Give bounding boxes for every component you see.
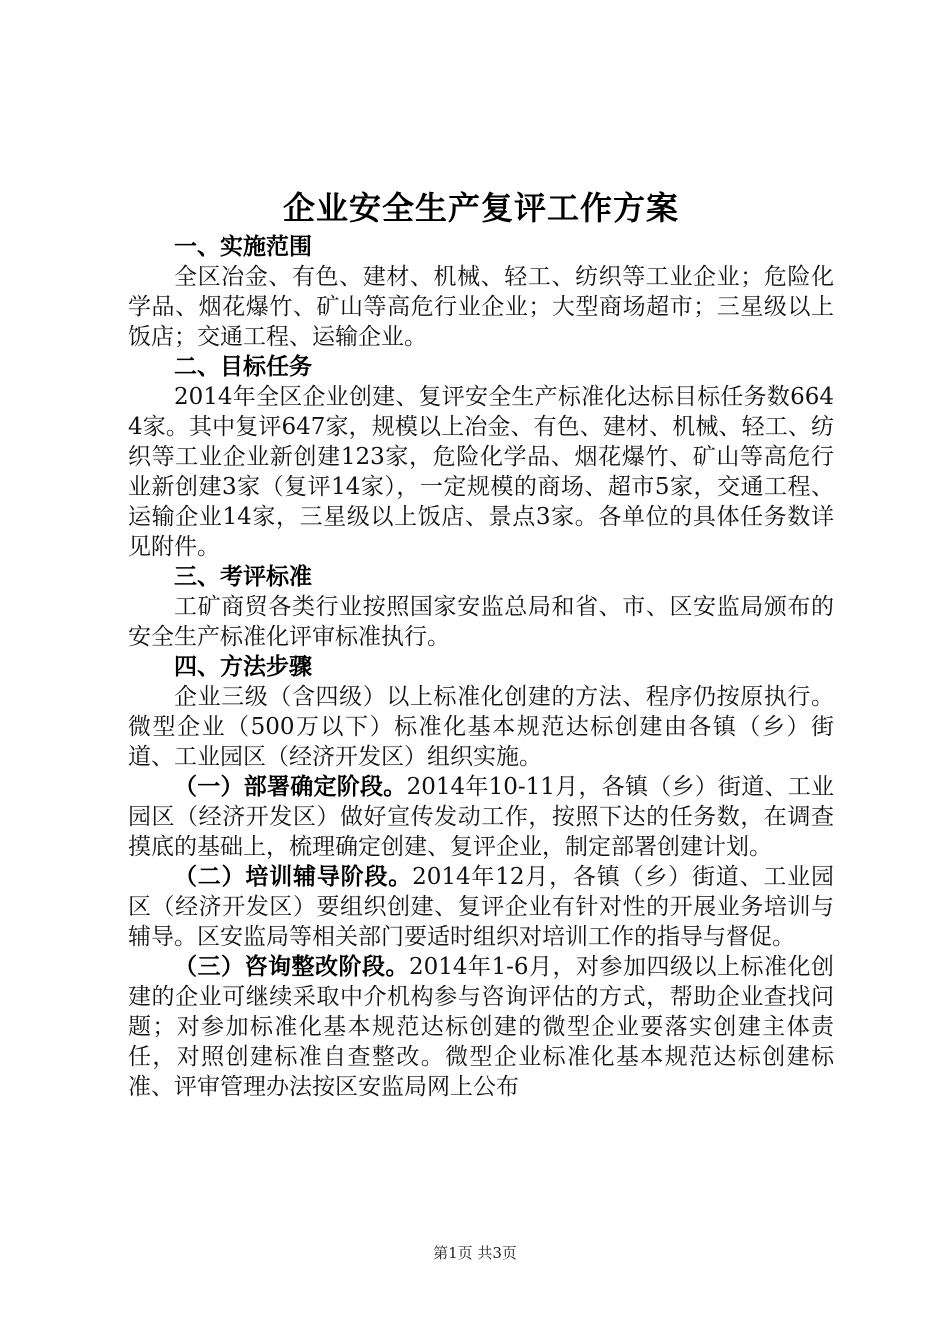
stage-text: 2014年12月，各镇（乡）街道、工业园区（经济开发区）要组织创建、复评企业有针对性的开展业务培训与辅导。区安监局等相关部门要适时组织对培训工作的指导与督促。 [128, 864, 834, 950]
stage-text: 2014年1-6月，对参加四级以上标准化创建的企业可继续采取中介机构参与咨询评估的方式，帮助企业查找问题；对参加标准化基本规范达标创建的微型企业要落实创建主体责任，对照创建标准自查整改。微型企业标准化基本规范达标创建标准、评审管理办法按区安监局网上公布 [128, 954, 834, 1100]
stage-label: （三）咨询整改阶段。 [174, 954, 409, 980]
stage-label: （一）部署确定阶段。 [174, 774, 407, 800]
stage-paragraph [128, 862, 834, 952]
section-heading-scope: 一、实施范围 [174, 234, 312, 260]
section-paragraph-targets: 2014年全区企业创建、复评安全生产标准化达标目标任务数6644家。其中复评647家，规模以上冶金、有色、建材、机械、轻工、纺织等工业企业新创建123家，危险化学品、烟花爆竹、矿山等高危行业新创建3家（复评14家），一定规模的商场、超市5家，交通工程、运输企业14家，三星级以上饭店、景点3家。各单位的具体任务数详见附件。 [128, 384, 834, 560]
stage-text: 2014年10-11月，各镇（乡）街道、工业园区（经济开发区）做好宣传发动工作，按照下达的任务数，在调查摸底的基础上，梳理确定创建、复评企业，制定部署创建计划。 [128, 774, 835, 860]
document-body [128, 186, 834, 1102]
section-heading-methods: 四、方法步骤 [174, 654, 312, 680]
section-paragraph-standards: 工矿商贸各类行业按照国家安监总局和省、市、区安监局颁布的安全生产标准化评审标准执行。 [128, 594, 834, 650]
page-footer: 第1页 共3页 [433, 1244, 517, 1262]
stage-paragraph [128, 772, 834, 862]
section-paragraph-scope: 全区冶金、有色、建材、机械、轻工、纺织等工业企业；危险化学品、烟花爆竹、矿山等高危行业企业；大型商场超市；三星级以上饭店；交通工程、运输企业。 [128, 264, 834, 350]
stage-paragraph [128, 952, 834, 1102]
document-title: 企业安全生产复评工作方案 [282, 189, 679, 227]
stage-label: （二）培训辅导阶段。 [174, 864, 413, 890]
section-heading-standards: 三、考评标准 [174, 564, 312, 590]
section-heading-targets: 二、目标任务 [174, 354, 312, 380]
section-paragraph-methods: 企业三级（含四级）以上标准化创建的方法、程序仍按原执行。微型企业（500万以下）标准化基本规范达标创建由各镇（乡）街道、工业园区（经济开发区）组织实施。 [128, 684, 834, 770]
